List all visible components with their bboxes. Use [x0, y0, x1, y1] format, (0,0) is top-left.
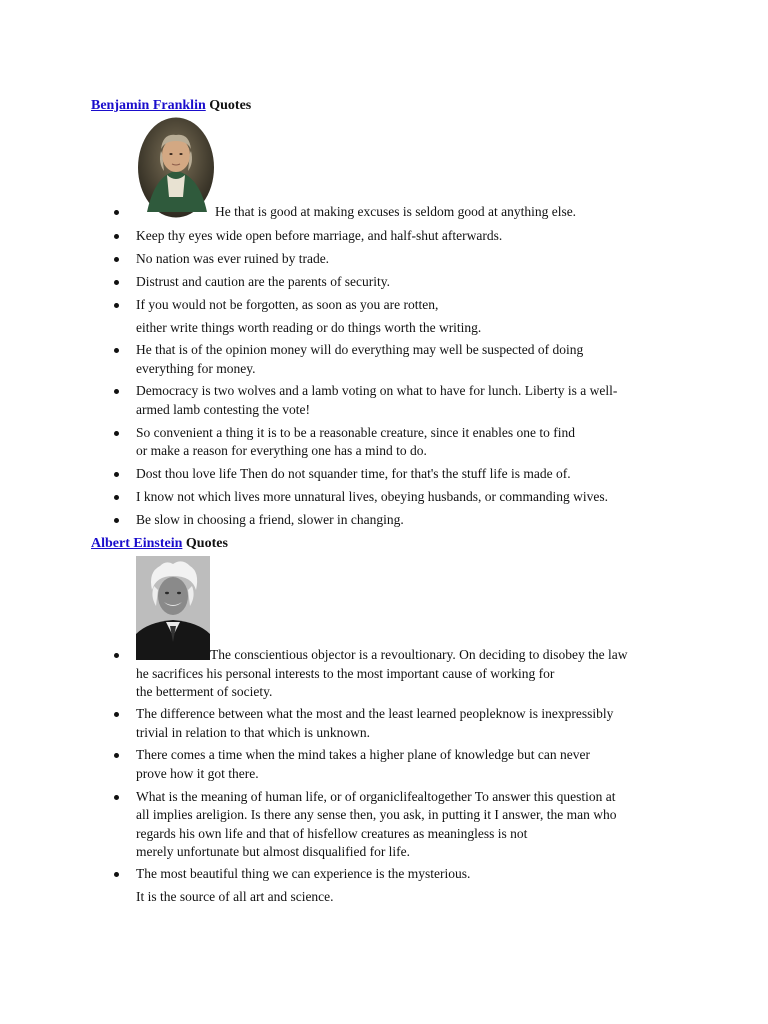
quote-line: Distrust and caution are the parents of security.: [136, 274, 391, 289]
quote-line: No nation was ever ruined by trade.: [136, 251, 330, 266]
quote-line: everything for money.: [136, 361, 256, 376]
quote-line: He that is of the opinion money will do everything may well be suspected of doing: [136, 342, 584, 357]
quote-line: The conscientious objector is a revoultionary. On deciding to disobey the law: [210, 647, 628, 662]
einstein-portrait: [136, 556, 210, 660]
bullet-icon: [113, 488, 121, 506]
einstein-link[interactable]: Albert Einstein: [91, 536, 183, 551]
quote-line: So convenient a thing it is to be a reasonable creature, since it enables one to find: [136, 425, 575, 440]
bullet-icon: [113, 203, 121, 221]
quote-line: I know not which lives more unnatural lives, obeying husbands, or commanding wives.: [136, 489, 609, 504]
quote-line: If you would not be forgotten, as soon as you are rotten,: [136, 297, 439, 312]
quote-line: The most beautiful thing we can experience is the mysterious.: [136, 866, 471, 881]
bullet-icon: [113, 746, 121, 764]
franklin-link[interactable]: Benjamin Franklin: [91, 98, 206, 113]
bullet-icon: [113, 250, 121, 268]
quote-line: The difference between what the most and the least learned peopleknow is inexpressibly: [136, 706, 614, 721]
bullet-icon: [113, 424, 121, 442]
quote-line: Keep thy eyes wide open before marriage, and half-shut afterwards.: [136, 228, 503, 243]
quote-line: trivial in relation to that which is unknown.: [136, 725, 370, 740]
bullet-icon: [113, 341, 121, 359]
einstein-heading-suffix: Quotes: [185, 536, 228, 551]
bullet-icon: [113, 646, 121, 664]
quote-line: Democracy is two wolves and a lamb voting on what to have for lunch. Liberty is a well-: [136, 383, 618, 398]
quote-line: He that is good at making excuses is seldom good at anything else.: [215, 204, 577, 219]
quote-line: What is the meaning of human life, or of organiclifealtogether To answer this question at: [136, 789, 616, 804]
franklin-heading: [91, 97, 251, 116]
quote-line: prove how it got there.: [136, 766, 259, 781]
quote-line: merely unfortunate but almost disqualified for life.: [136, 844, 411, 859]
quote-line: he sacrifices his personal interests to the most important cause of working for: [136, 666, 555, 681]
quote-line: Dost thou love life Then do not squander time, for that's the stuff life is made of.: [136, 466, 571, 481]
bullet-icon: [113, 511, 121, 529]
quote-line: the betterment of society.: [136, 684, 273, 699]
bullet-icon: [113, 227, 121, 245]
quote-line: Be slow in choosing a friend, slower in changing.: [136, 512, 404, 527]
einstein-heading: [91, 535, 228, 554]
bullet-icon: [113, 705, 121, 723]
bullet-icon: [113, 273, 121, 291]
bullet-icon: [113, 865, 121, 883]
quote-line: all implies areligion. Is there any sense then, you ask, in putting it I answer, the man who: [136, 807, 617, 822]
quote-line: or make a reason for everything one has a mind to do.: [136, 443, 427, 458]
franklin-heading-suffix: Quotes: [209, 98, 252, 113]
quote-line: It is the source of all art and science.: [136, 889, 334, 904]
quote-line: regards his own life and that of hisfellow creatures as meaningless is not: [136, 826, 528, 841]
bullet-icon: [113, 296, 121, 314]
quote-line: armed lamb contesting the vote!: [136, 402, 310, 417]
franklin-portrait: [137, 117, 215, 218]
bullet-icon: [113, 788, 121, 806]
bullet-icon: [113, 382, 121, 400]
bullet-icon: [113, 465, 121, 483]
quote-line: either write things worth reading or do things worth the writing.: [136, 320, 482, 335]
quote-line: There comes a time when the mind takes a higher plane of knowledge but can never: [136, 747, 590, 762]
